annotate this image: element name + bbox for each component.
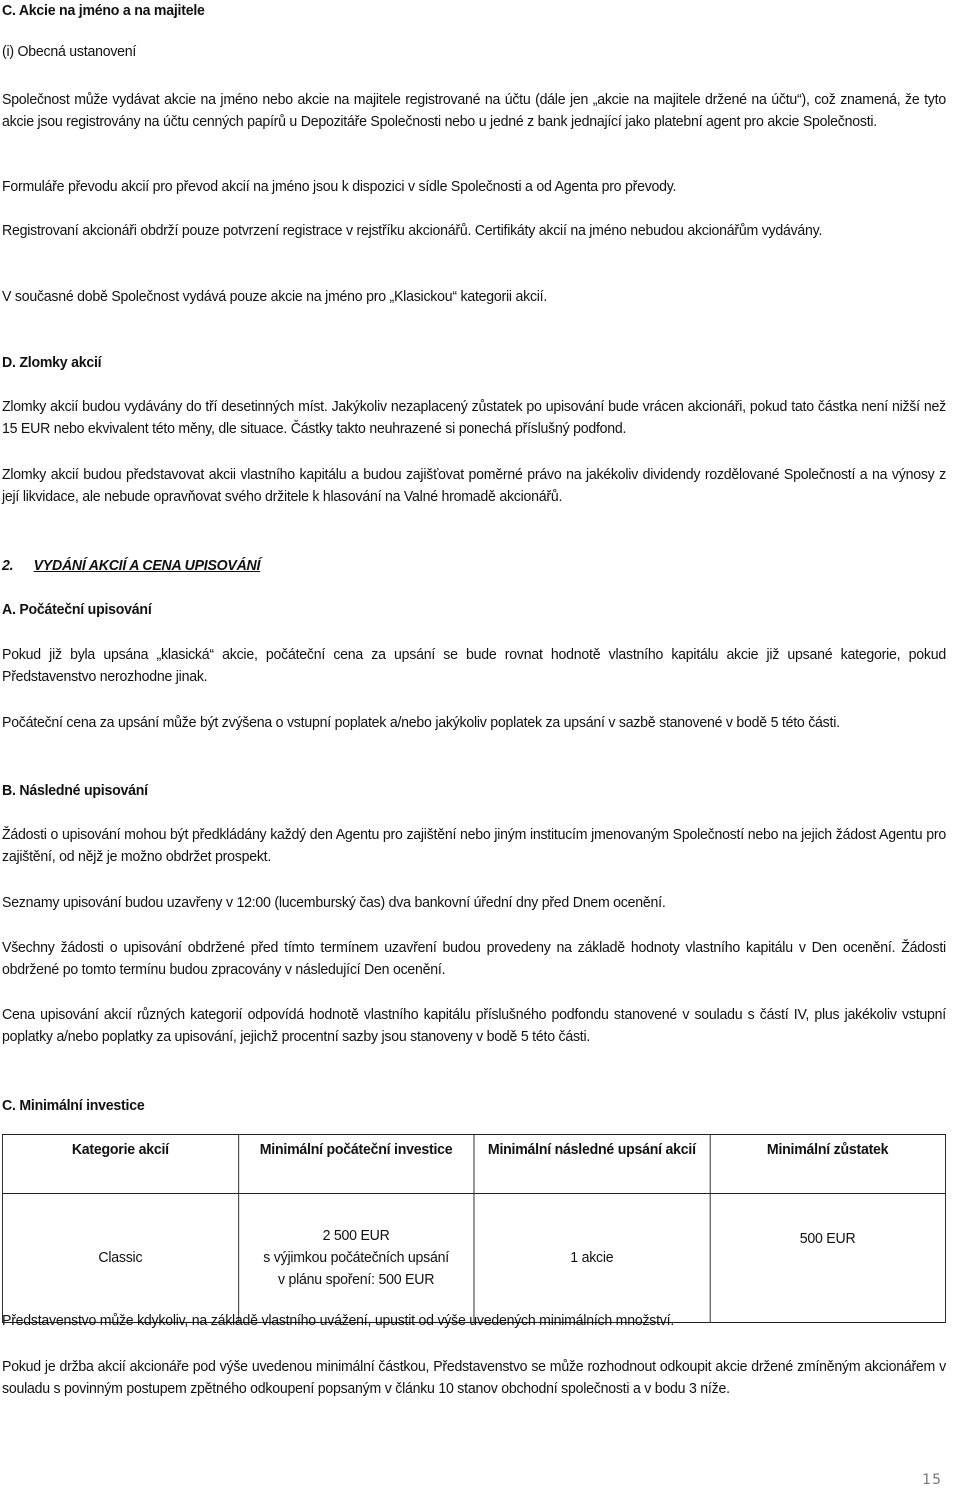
paragraph-9: Žádosti o upisování mohou být předkládány každý den Agentu pro zajištění nebo jiným institucím jmenovaným Společností nebo na jejich žádost Agentu pro zajištění, od nějž je možno obdržet prospekt. (2, 826, 946, 865)
section-b-title: B. Následné upisování (2, 782, 148, 799)
header-category: Kategorie akcií (2, 1135, 238, 1194)
header-minimum-balance: Minimální zůstatek (710, 1135, 946, 1194)
paragraph-5: Zlomky akcií budou vydávány do tří desetinných míst. Jakýkoliv nezaplacený zůstatek po upisování bude vrácen akcionáři, pokud tato částka není nižší než 15 EUR nebo ekvivalent této měny, dle situace. Částky takto neuhrazené si ponechá příslušný podfond. (2, 398, 946, 437)
paragraph-6: Zlomky akcií budou představovat akcii vlastního kapitálu a budou zajišťovat poměrné právo na jakékoliv dividendy rozdělované Společností a na výnosy z její likvidace, ale nebude opravňovat svého držitele k hlasování na Valné hromadě akcionářů. (2, 466, 946, 505)
paragraph-1: Společnost může vydávat akcie na jméno nebo akcie na majitele registrované na účtu (dále jen „akcie na majitele držené na účtu“), což znamená, že tyto akcie jsou registrovány na účtu cenných papírů u Depozitáře Společnosti nebo u jedné z bank jednající jako platební agent pro akcie Společnosti. (2, 91, 946, 130)
page-number: 15 (922, 1472, 942, 1488)
header-subsequent-subscription: Minimální následné upsání akcií (474, 1135, 710, 1194)
section-2-title (2, 555, 946, 577)
initial-line-2: s výjimkou počátečních upsání (263, 1249, 449, 1266)
general-heading: (i) Obecná ustanovení (2, 43, 137, 60)
paragraph-11: Všechny žádosti o upisování obdržené před tímto termínem uzavření budou provedeny na základě hodnoty vlastního kapitálu v Den ocenění. Žádosti obdržené po tomto termínu budou zpracovány v následující Den ocenění. (2, 939, 946, 978)
paragraph-2: Formuláře převodu akcií pro převod akcií na jméno jsou k dispozici v sídle Společnosti a od Agenta pro převody. (2, 178, 677, 195)
header-initial-investment: Minimální počáteční investice (238, 1135, 474, 1194)
initial-line-1: 2 500 EUR (322, 1227, 390, 1244)
table-row (2, 1194, 945, 1323)
paragraph-4: V současné době Společnost vydává pouze akcie na jméno pro „Klasickou“ kategorii akcií. (2, 288, 548, 305)
cell-category: Classic (2, 1194, 238, 1323)
section-a-title: A. Počáteční upisování (2, 601, 152, 618)
paragraph-8: Počáteční cena za upsání může být zvýšena o vstupní poplatek a/nebo jakýkoliv poplatek za upsání v sazbě stanovené v bodě 5 této části. (2, 714, 840, 731)
section-d-title: D. Zlomky akcií (2, 354, 102, 371)
initial-line-3: v plánu spoření: 500 EUR (278, 1271, 435, 1288)
section-c-min-title: C. Minimální investice (2, 1097, 145, 1114)
section-c-title: C. Akcie na jméno a na majitele (2, 2, 205, 19)
paragraph-7: Pokud již byla upsána „klasická“ akcie, počáteční cena za upsání se bude rovnat hodnotě vlastního kapitálu akcie již upsané kategorie, pokud Představenstvo nerozhodne jinak. (2, 646, 946, 685)
cell-subsequent-subscription: 1 akcie (474, 1194, 710, 1323)
table-header-row (2, 1135, 945, 1194)
minimum-investment-table (2, 1134, 946, 1323)
paragraph-3: Registrovaní akcionáři obdrží pouze potvrzení registrace v rejstříku akcionářů. Certifikáty akcií na jméno nebudou akcionářům vydávány. (2, 222, 823, 239)
paragraph-14: Pokud je držba akcií akcionáře pod výše uvedenou minimální částkou, Představenstvo se může rozhodnout odkoupit akcie držené zmíněným akcionářem v souladu s povinným postupem zpětného odkoupení popsaným v článku 10 stanov obchodní společnosti a v bodu 3 níže. (2, 1358, 946, 1397)
paragraph-10: Seznamy upisování budou uzavřeny v 12:00 (lucemburský čas) dva bankovní úřední dny před Dnem ocenění. (2, 894, 666, 911)
paragraph-12: Cena upisování akcií různých kategorií odpovídá hodnotě vlastního kapitálu příslušného podfondu stanovené v souladu s částí IV, plus jakékoliv vstupní poplatky a/nebo poplatky za upisování, jejichž procentní sazby jsou stanoveny v bodě 5 této části. (2, 1006, 946, 1045)
section-2-number: 2. (2, 557, 14, 574)
cell-initial-investment (238, 1194, 474, 1323)
paragraph-13: Představenstvo může kdykoliv, na základě vlastního uvážení, upustit od výše uvedených minimálních množství. (2, 1312, 675, 1329)
cell-minimum-balance: 500 EUR (710, 1194, 946, 1323)
section-2-heading: VYDÁNÍ AKCIÍ A CENA UPISOVÁNÍ (33, 557, 261, 574)
